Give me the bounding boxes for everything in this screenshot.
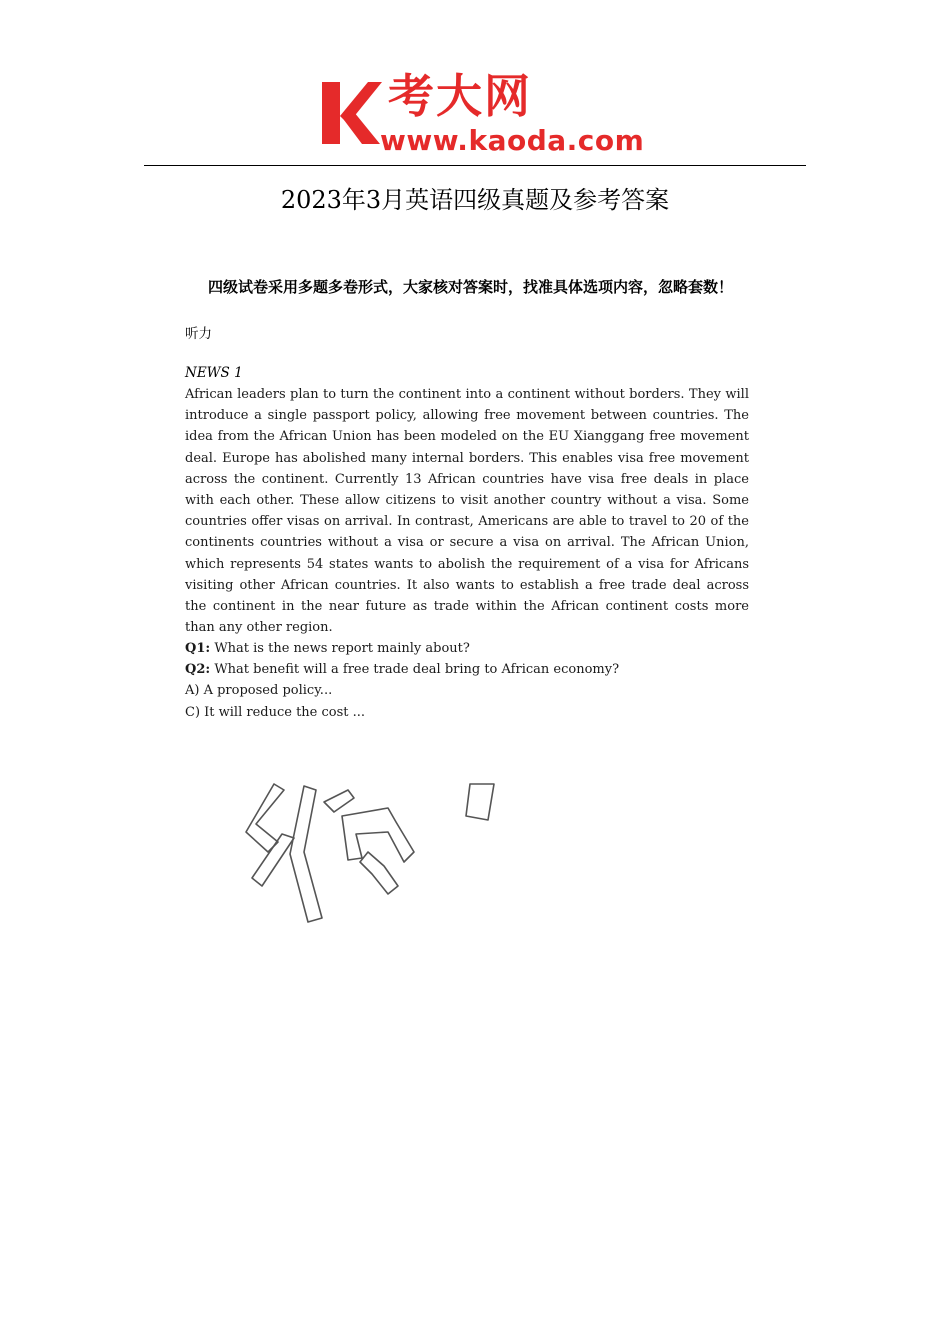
logo-chinese-name: 考大网 [388, 69, 532, 123]
question-item [185, 659, 749, 680]
questions-and-answers [185, 638, 749, 723]
question-text: What is the news report mainly about? [214, 641, 470, 656]
kaoda-logo [318, 69, 645, 162]
header-divider [144, 165, 806, 166]
question-label: Q2: [185, 662, 211, 678]
section-heading: 听力 [185, 326, 212, 342]
page-title: 2023年3月英语四级真题及参考答案 [280, 186, 670, 214]
news-body: African leaders plan to turn the continent into a continent without borders. They will introduce a single passport policy, allowing free movement between countries. The idea from the African Union has been modeled on the EU Xianggang free movement deal. Europe has abolished many internal borders. This enables visa free movement across the continent. Currently 13 African countries have visa free deals in place with each other. These allow citizens to visit another country without a visa. Some countries offer visas on arrival. In contrast, Americans are able to travel to 20 of the continents countries without a visa or secure a visa on arrival. The African Union, which represents 54 states wants to abolish the requirement of a visa for Africans visiting other African countries. It also wants to establish a free trade deal across the continent in the near future as trade within the African continent costs more than any other region. [185, 387, 749, 636]
question-text: What benefit will a free trade deal bring to African economy? [214, 662, 620, 678]
answer-item: A) A proposed policy... [185, 683, 333, 699]
notice-text: 四级试卷采用多题多卷形式，大家核对答案时，找准具体选项内容，忽略套数！ [208, 278, 734, 296]
watermark-graphic [238, 782, 508, 924]
question-item [185, 638, 749, 659]
k-logo-icon [318, 80, 382, 146]
answer-item: C) It will reduce the cost ... [185, 704, 366, 720]
logo-url: www.kaoda.com [380, 124, 645, 157]
question-label: Q1: [185, 641, 211, 656]
news-label: NEWS 1 [185, 365, 243, 381]
